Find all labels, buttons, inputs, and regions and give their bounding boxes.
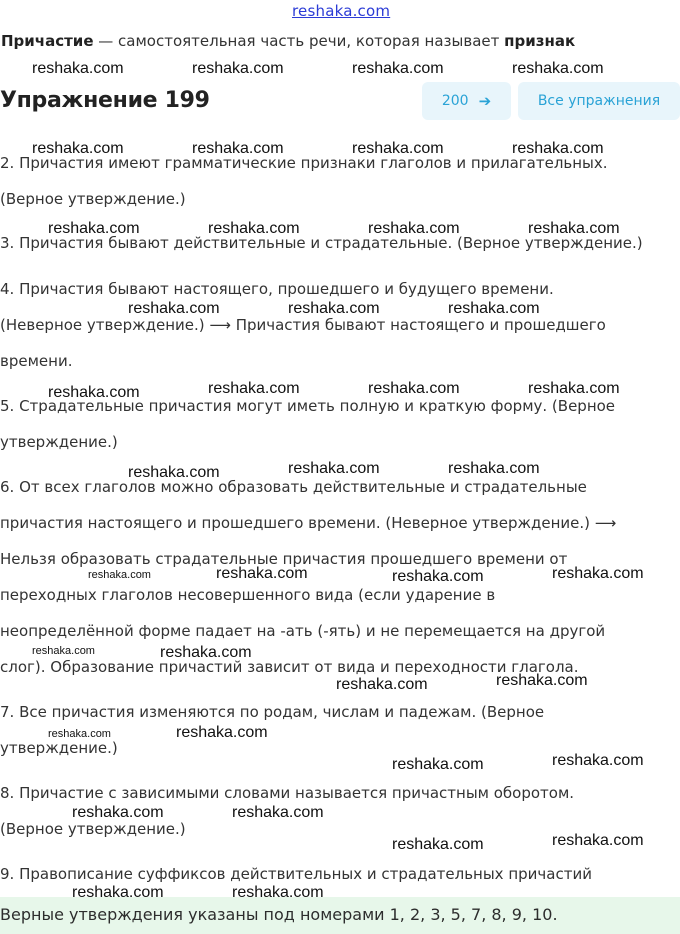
watermark: reshaka.com bbox=[72, 804, 164, 821]
watermark: reshaka.com bbox=[552, 832, 644, 849]
body-line: (Неверное утверждение.) ⟶ Причастия бывают настоящего и прошедшего bbox=[0, 316, 606, 334]
body-line: 4. Причастия бывают настоящего, прошедшего и будущего времени. bbox=[0, 280, 554, 298]
watermark: reshaka.com bbox=[48, 728, 111, 740]
watermark: reshaka.com bbox=[288, 300, 380, 317]
watermark: reshaka.com bbox=[352, 60, 444, 77]
watermark: reshaka.com bbox=[176, 724, 268, 741]
body-line: 5. Страдательные причастия могут иметь полную и краткую форму. (Верное bbox=[0, 397, 616, 415]
intro-term: Причастие bbox=[1, 32, 94, 50]
intro-tail: признак bbox=[504, 32, 576, 50]
watermark: reshaka.com bbox=[496, 672, 588, 689]
watermark: reshaka.com bbox=[552, 565, 644, 582]
watermark: reshaka.com bbox=[352, 140, 444, 157]
watermark: reshaka.com bbox=[448, 300, 540, 317]
watermark: reshaka.com bbox=[512, 60, 604, 77]
watermark: reshaka.com bbox=[368, 220, 460, 237]
watermark: reshaka.com bbox=[232, 804, 324, 821]
body-line: утверждение.) bbox=[0, 433, 118, 451]
all-exercises-button[interactable] bbox=[518, 82, 680, 120]
watermark: reshaka.com bbox=[32, 645, 95, 657]
intro-definition: — самостоятельная часть речи, которая называет bbox=[93, 32, 505, 50]
watermark: reshaka.com bbox=[512, 140, 604, 157]
watermark: reshaka.com bbox=[368, 380, 460, 397]
body-line: времени. bbox=[0, 352, 73, 370]
body-line: 2. Причастия имеют грамматические признаки глаголов и прилагательных. bbox=[0, 154, 608, 172]
watermark: reshaka.com bbox=[32, 140, 124, 157]
body-line: переходных глаголов несовершенного вида (если ударение в bbox=[0, 586, 496, 604]
watermark: reshaka.com bbox=[216, 565, 308, 582]
watermark: reshaka.com bbox=[528, 220, 620, 237]
exercise-title: Упражнение 199 bbox=[0, 88, 210, 113]
arrow-right-icon: ➔ bbox=[478, 92, 492, 110]
watermark: reshaka.com bbox=[392, 836, 484, 853]
body-line: причастия настоящего и прошедшего времени. (Неверное утверждение.) ⟶ bbox=[0, 514, 617, 532]
body-line: 6. От всех глаголов можно образовать действительные и страдательные bbox=[0, 478, 587, 496]
watermark: reshaka.com bbox=[160, 644, 252, 661]
watermark: reshaka.com bbox=[208, 380, 300, 397]
watermark: reshaka.com bbox=[48, 220, 140, 237]
watermark: reshaka.com bbox=[552, 752, 644, 769]
watermark: reshaka.com bbox=[48, 384, 140, 401]
all-exercises-label: Все упражнения bbox=[537, 93, 661, 109]
watermark: reshaka.com bbox=[336, 676, 428, 693]
body-line: 9. Правописание суффиксов действительных и страдательных причастий bbox=[0, 865, 592, 883]
body-line: 3. Причастия бывают действительные и страдательные. (Верное утверждение.) bbox=[0, 234, 643, 252]
intro-text bbox=[1, 32, 575, 50]
watermark: reshaka.com bbox=[32, 60, 124, 77]
body-line: (Верное утверждение.) bbox=[0, 190, 186, 208]
watermark: reshaka.com bbox=[392, 568, 484, 585]
watermark: reshaka.com bbox=[128, 464, 220, 481]
site-link[interactable]: reshaka.com bbox=[292, 2, 391, 20]
watermark: reshaka.com bbox=[192, 60, 284, 77]
body-line: Нельзя образовать страдательные причастия прошедшего времени от bbox=[0, 550, 568, 568]
body-line: слог). Образование причастий зависит от вида и переходности глагола. bbox=[0, 658, 579, 676]
next-exercise-button[interactable] bbox=[422, 82, 511, 120]
answer-text: Верные утверждения указаны под номерами 1, 2, 3, 5, 7, 8, 9, 10. bbox=[0, 905, 558, 924]
watermark: reshaka.com bbox=[88, 569, 151, 581]
watermark: reshaka.com bbox=[72, 884, 164, 901]
next-exercise-label: 200 bbox=[441, 93, 469, 109]
watermark: reshaka.com bbox=[528, 380, 620, 397]
body-line: утверждение.) bbox=[0, 739, 118, 757]
watermark: reshaka.com bbox=[128, 300, 220, 317]
watermark: reshaka.com bbox=[288, 460, 380, 477]
watermark: reshaka.com bbox=[448, 460, 540, 477]
watermark: reshaka.com bbox=[208, 220, 300, 237]
body-line: 8. Причастие с зависимыми словами называется причастным оборотом. bbox=[0, 784, 575, 802]
watermark: reshaka.com bbox=[232, 884, 324, 901]
body-line: 7. Все причастия изменяются по родам, числам и падежам. (Верное bbox=[0, 703, 545, 721]
watermark: reshaka.com bbox=[192, 140, 284, 157]
body-line: неопределённой форме падает на -ать (-ять) и не перемещается на другой bbox=[0, 622, 606, 640]
body-line: (Верное утверждение.) bbox=[0, 820, 186, 838]
watermark: reshaka.com bbox=[392, 756, 484, 773]
